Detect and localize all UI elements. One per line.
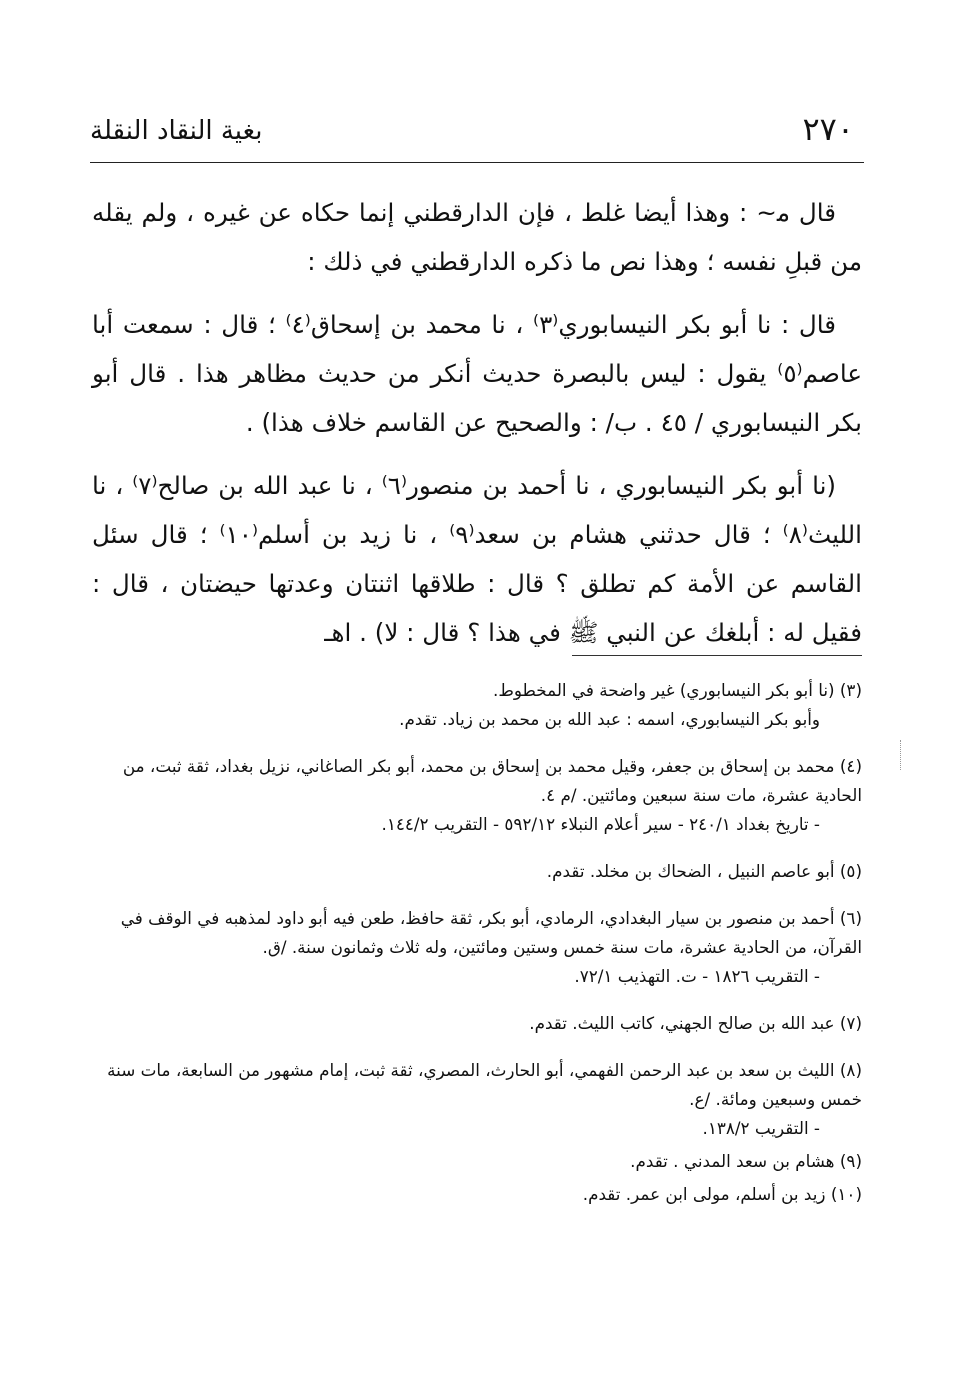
footnote-8 xyxy=(92,1056,862,1143)
footnote-4 xyxy=(92,752,862,839)
footnote-text: (٨) الليث بن سعد بن عبد الرحمن الفهمي، أبو الحارث، المصري، ثقة ثبت، إمام مشهور من السابعة، مات سنة خمس وسبعين ومائة. /ع. xyxy=(107,1060,862,1109)
footnote-5 xyxy=(92,857,862,886)
footnotes xyxy=(92,676,862,1213)
page-number: ٢٧٠ xyxy=(802,110,854,148)
paragraph-text: قال م‍~ : وهذا أيضا غلط ، فإن الدارقطني إنما حكاه عن غيره ، ولم يقله من قبلِ نفسه ؛ وهذا نص ما ذكره الدارقطني في ذلك : xyxy=(92,198,862,276)
main-text xyxy=(92,188,862,671)
footnote-text: (٤) محمد بن إسحاق بن جعفر، وقيل محمد بن إسحاق بن محمد، أبو بكر الصاغاني، نزيل بغداد، ثقة ثبت، من الحادية عشرة، مات سنة سبعين ومائتين. /م ٤. xyxy=(122,756,862,805)
paragraph xyxy=(92,461,862,657)
footnote-text: (٥) أبو عاصم النبيل ، الضحاك بن مخلد. تقدم. xyxy=(546,861,862,881)
footnote-divider xyxy=(572,655,862,656)
footnote-subtext: - تاريخ بغداد ٢٤٠/١ - سير أعلام النبلاء ٥٩٢/١٢ - التقريب ١٤٤/٢. xyxy=(381,814,820,834)
footnote-7 xyxy=(92,1009,862,1038)
paragraph-text: (نا أبو بكر النيسابوري ، نا أحمد بن منصور⁽٦⁾ ، نا عبد الله بن صالح⁽٧⁾ ، نا الليث⁽٨⁾ ؛ قال حدثني هشام بن سعد⁽٩⁾ ، نا زيد بن أسلم⁽١٠⁾ ؛ قال سئل القاسم عن الأمة كم تطلق ؟ قال : طلاقها اثنتان وعدتها حيضتان ، قال : فقيل له : أبلغك عن النبي ﷺ في هذا ؟ قال : لا) . اهـ xyxy=(92,471,862,647)
footnote-10 xyxy=(92,1180,862,1209)
footnote-subtext: - التقريب ١٣٨/٢. xyxy=(702,1118,820,1138)
footnote-text: (٣) (نا أبو بكر النيسابوري) غير واضحة في المخطوط. xyxy=(493,680,862,700)
footnote-text: (٧) عبد الله بن صالح الجهني، كاتب الليث. تقدم. xyxy=(529,1013,862,1033)
header-divider xyxy=(90,162,864,163)
footnote-9 xyxy=(92,1147,862,1176)
paragraph-text: قال : نا أبو بكر النيسابوري⁽٣⁾ ، نا محمد بن إسحاق⁽٤⁾ ؛ قال : سمعت أبا عاصم⁽٥⁾ يقول : ليس بالبصرة حديث أنكر من حديث مظاهر هذا . قال أبو بكر النيسابوري / ٤٥ . ب/ : والصحيح عن القاسم خلاف هذا) . xyxy=(92,310,862,437)
running-title: بغية النقاد النقلة xyxy=(90,116,263,146)
footnote-text: (٦) أحمد بن منصور بن سيار البغدادي، الرمادي، أبو بكر، ثقة حافظ، طعن فيه أبو داود لمذهبه في الوقف في القرآن، من الحادية عشرة، مات سنة خمس وستين ومائتين، وله ثلاث وثمانون سنة. /ق. xyxy=(120,908,862,957)
paragraph xyxy=(92,300,862,447)
paragraph xyxy=(92,188,862,286)
margin-dots xyxy=(900,740,904,770)
page-header xyxy=(90,110,854,160)
footnote-subtext: وأبو بكر النيسابوري، اسمه : عبد الله بن محمد بن زياد. تقدم. xyxy=(399,709,820,729)
footnote-text: (٩) هشام بن سعد المدني . تقدم. xyxy=(630,1151,862,1171)
footnote-6 xyxy=(92,904,862,991)
footnote-text: (١٠) زيد بن أسلم، مولى ابن عمر. تقدم. xyxy=(582,1184,862,1204)
footnote-3 xyxy=(92,676,862,734)
footnote-subtext: - التقريب ١٨٢٦ - ت. التهذيب ٧٢/١. xyxy=(574,966,820,986)
